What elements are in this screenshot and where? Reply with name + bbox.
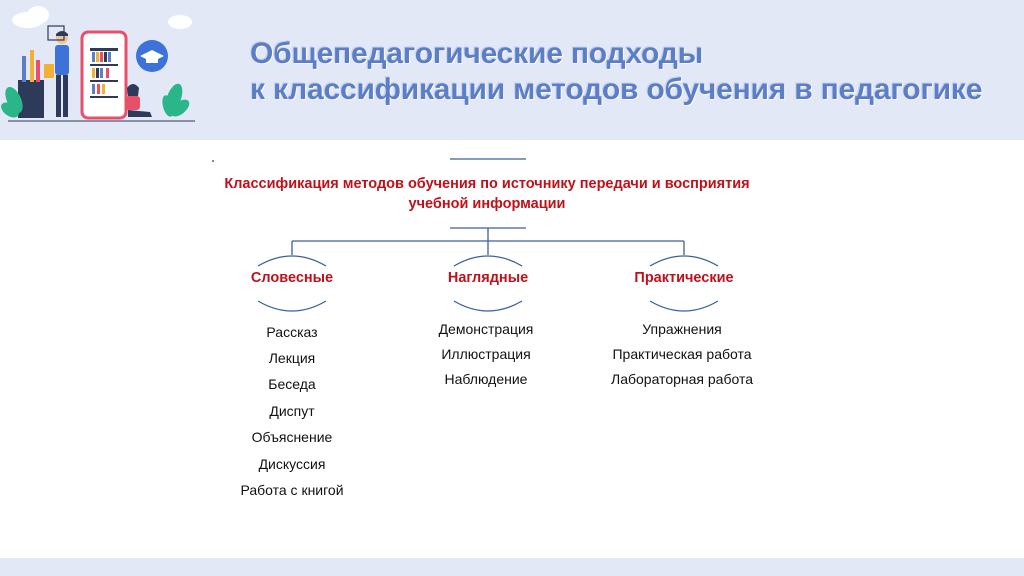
list-item: Наблюдение (444, 371, 528, 387)
arc-top-1 (258, 256, 326, 266)
list-item: Объяснение (251, 429, 333, 445)
stray-dot (212, 160, 214, 162)
list-item: Рассказ (266, 324, 318, 340)
list-item: Демонстрация (438, 321, 534, 337)
title-line-2: к классификации методов обучения в педагогике (250, 73, 983, 106)
arc-top-3 (650, 256, 718, 266)
list-item: Работа с книгой (240, 482, 344, 498)
arc-bottom-3 (650, 301, 718, 311)
title-line-1: Общепедагогические подходы (250, 37, 704, 70)
arc-bottom-2 (454, 301, 522, 311)
arc-bottom-1 (258, 301, 326, 311)
arc-top-2 (454, 256, 522, 266)
list-item: Лекция (268, 350, 316, 366)
list-item: Упражнения (642, 321, 722, 337)
list-item: Иллюстрация (441, 346, 531, 362)
diagram-root-title: Классификация методов обучения по источнику передачи и восприятия учебной информации (224, 176, 750, 212)
list-item: Практическая работа (612, 346, 752, 362)
list-item: Дискуссия (258, 456, 326, 472)
list-item: Беседа (268, 376, 316, 392)
category-label-visual: Наглядные (447, 270, 529, 286)
list-item: Лабораторная работа (611, 371, 753, 387)
category-label-verbal: Словесные (250, 270, 334, 286)
category-label-practical: Практические (634, 270, 734, 286)
list-item: Диспут (269, 403, 315, 419)
